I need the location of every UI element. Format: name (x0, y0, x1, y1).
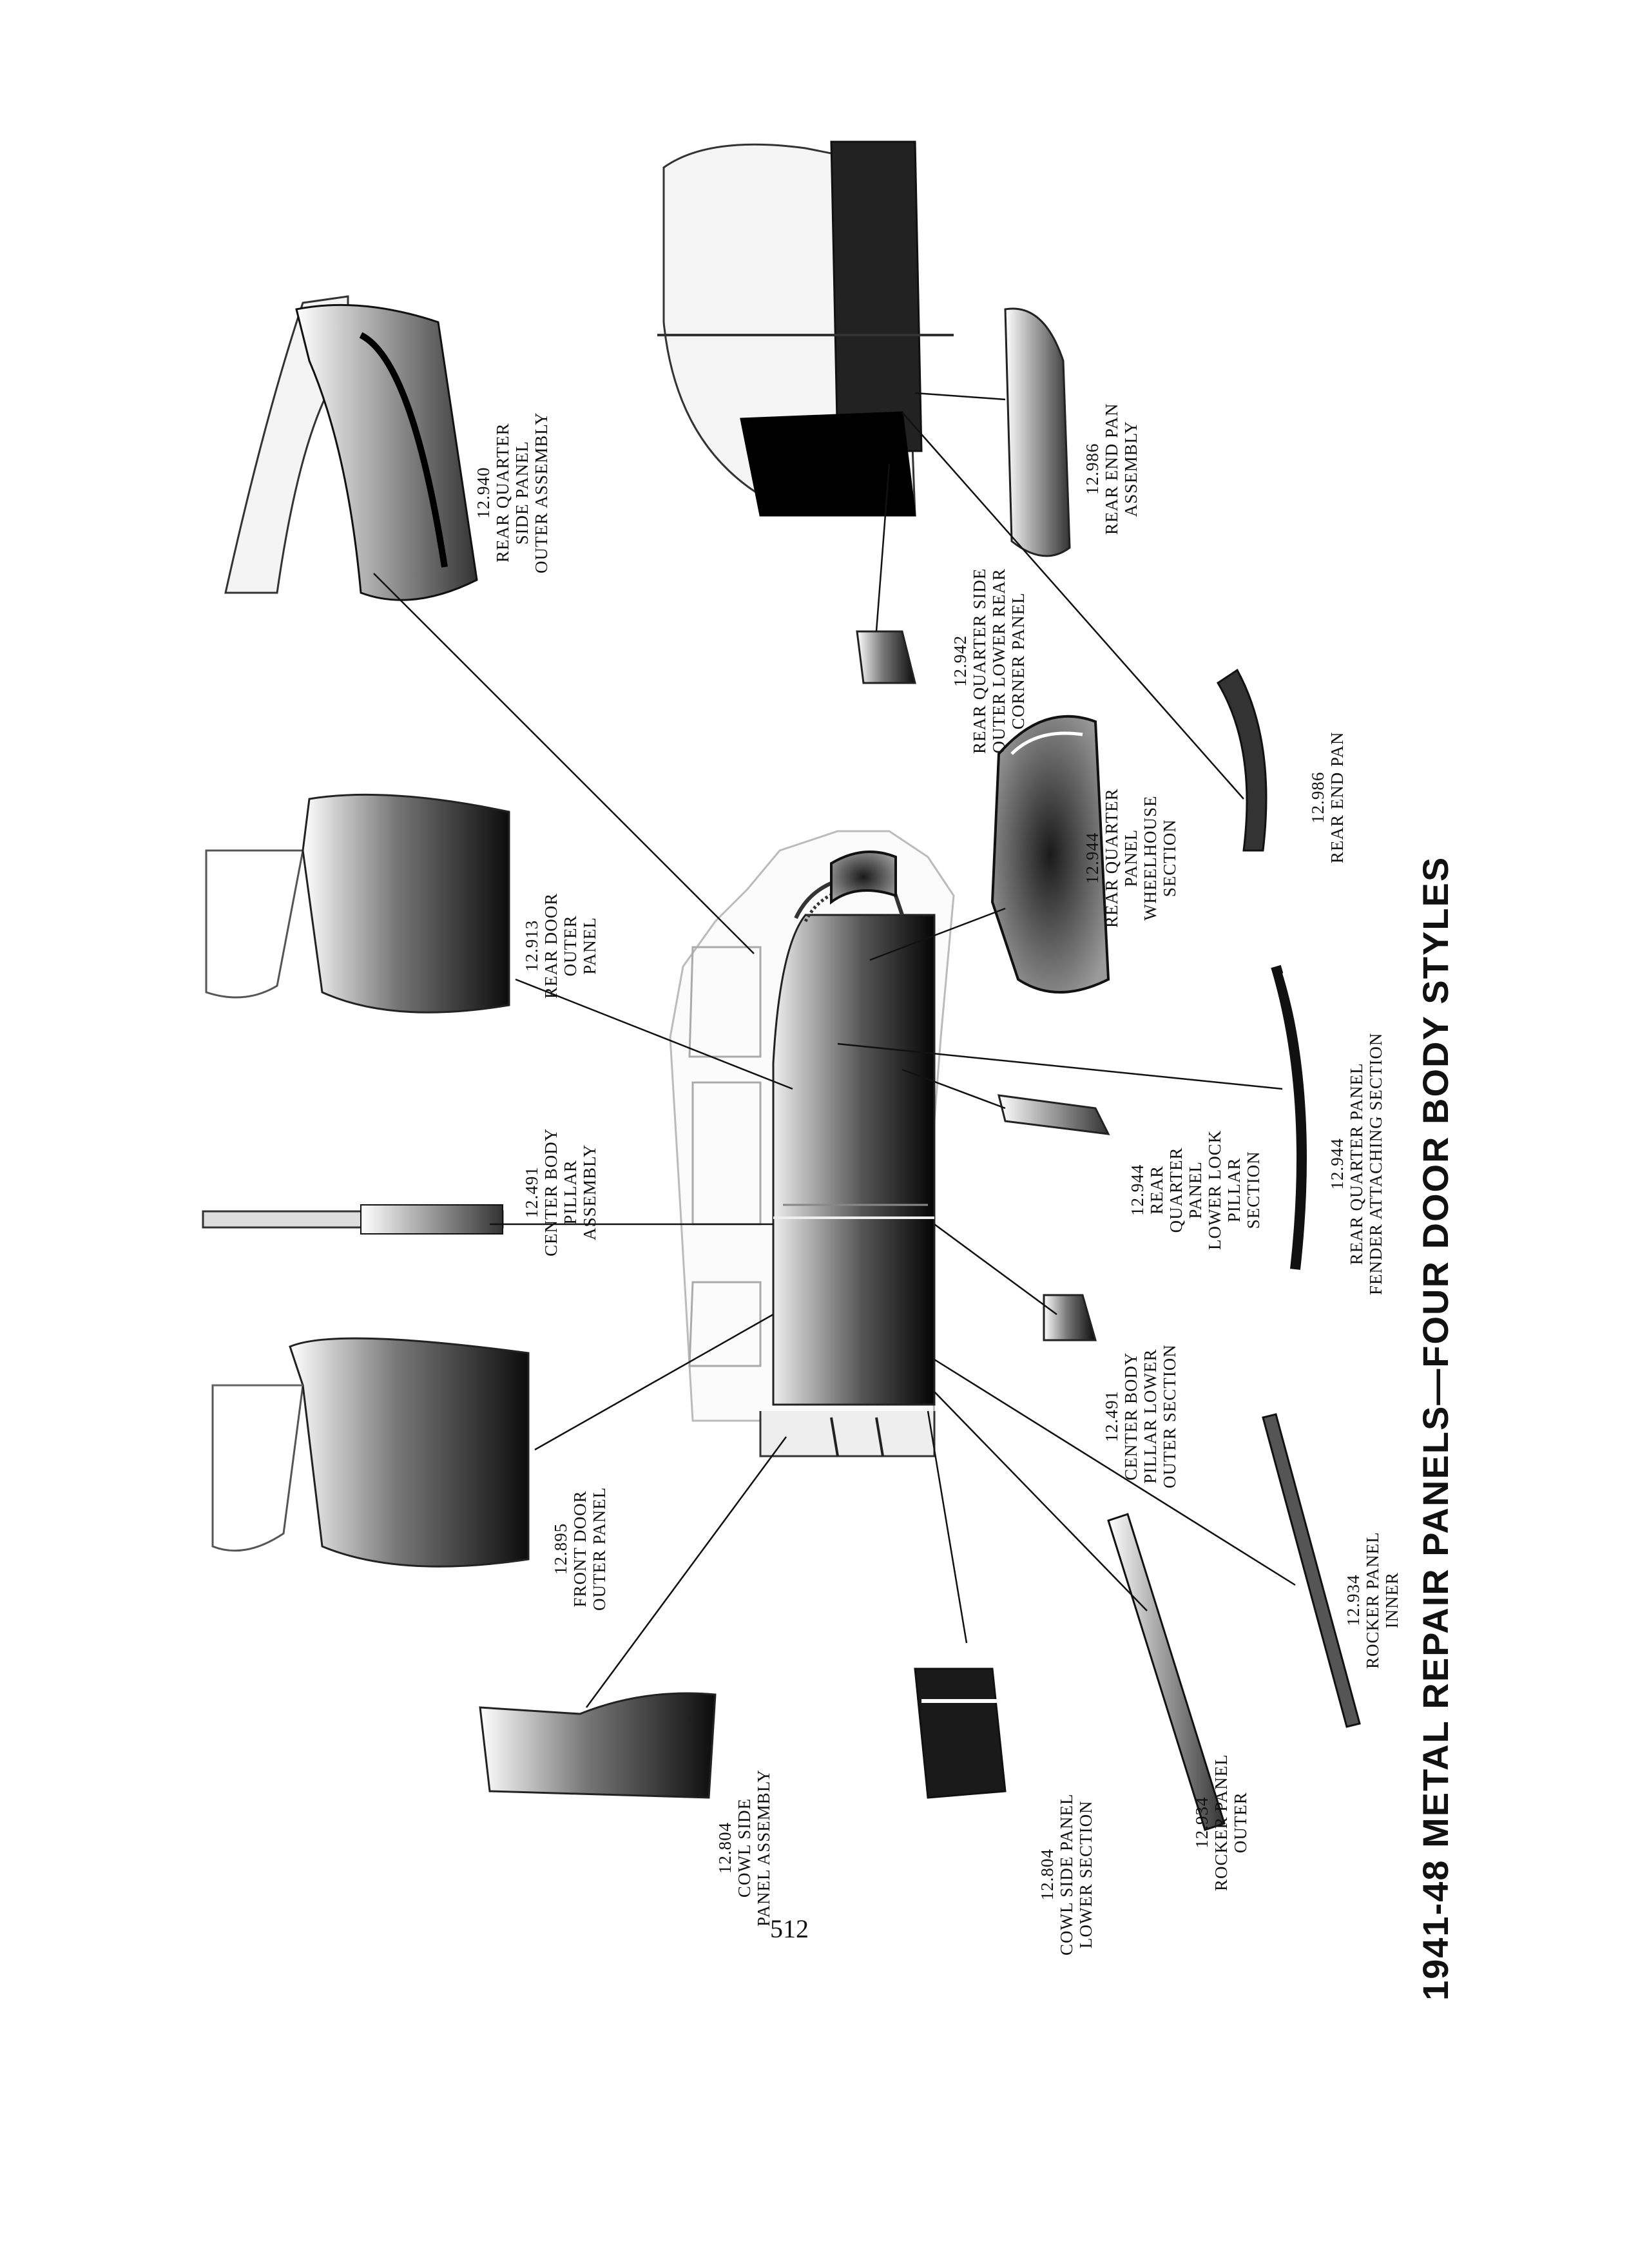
callout-rocker-panel-outer (1192, 1754, 1250, 1891)
part-name-line: REAR QUARTER (1102, 788, 1121, 928)
part-name-line: PANEL (580, 917, 599, 975)
callout-cowl-side-panel-assembly (715, 1769, 773, 1927)
cowl-side-panel-drawing (480, 1693, 715, 1798)
part-name-line: FRONT DOOR (570, 1490, 590, 1608)
rear-quarter-side-panel-drawing (226, 296, 477, 600)
part-name-line: OUTER PANEL (590, 1486, 609, 1611)
part-number: 12.491 (522, 1166, 541, 1218)
page-title: 1941-48 METAL REPAIR PANELS—FOUR DOOR BODY STYLES (1415, 856, 1456, 2001)
part-number: 12.986 (1308, 771, 1327, 823)
part-number: 12.942 (950, 635, 970, 687)
lower-lock-pillar-drawing (999, 1095, 1108, 1134)
cowl-side-lower-drawing (915, 1669, 1005, 1798)
part-name-line: REAR (1147, 1165, 1166, 1215)
part-name-line: ASSEMBLY (1121, 421, 1141, 517)
part-name-line: REAR QUARTER SIDE (970, 568, 989, 754)
fender-attaching-strip-drawing (1276, 966, 1309, 1269)
callout-rear-door-outer-panel (522, 893, 599, 999)
part-number: 12.934 (1344, 1574, 1363, 1626)
page-number: 512 (770, 1914, 809, 1943)
front-door-panel-drawing (213, 1338, 528, 1566)
part-number: 12.944 (1083, 832, 1102, 884)
part-name-line: CENTER BODY (541, 1128, 561, 1256)
part-number: 12.491 (1102, 1390, 1121, 1443)
part-name-line: REAR QUARTER PANEL (1347, 1062, 1366, 1265)
part-name-line: PANEL (1121, 829, 1141, 887)
part-name-line: LOWER SECTION (1076, 1800, 1095, 1949)
callout-rear-quarter-side-outer-lower-rear-corner-panel (950, 568, 1028, 754)
part-name-line: QUARTER (1166, 1147, 1186, 1233)
part-number: 12.944 (1327, 1138, 1347, 1190)
callout-rear-quarter-panel-lower-lock-pillar-section (1128, 1130, 1263, 1250)
part-name-line: SECTION (1244, 1151, 1263, 1229)
pillar-lower-outer-drawing (1044, 1295, 1095, 1340)
part-name-line: OUTER LOWER REAR (989, 568, 1008, 754)
callout-front-door-outer-panel (551, 1487, 609, 1611)
part-name-line: PANEL ASSEMBLY (754, 1769, 773, 1927)
part-name-line: REAR QUARTER (493, 423, 512, 563)
part-number: 12.944 (1128, 1164, 1147, 1216)
body-shell-drawing (670, 831, 954, 1456)
part-number: 12.913 (522, 919, 541, 972)
part-name-line: ROCKER PANEL (1211, 1754, 1231, 1891)
part-name-line: PANEL (1186, 1161, 1205, 1219)
callout-rear-end-pan-assembly (1083, 403, 1141, 535)
callout-rear-end-pan (1308, 731, 1347, 863)
part-number: 12.940 (474, 466, 493, 519)
part-name-line: PILLAR (561, 1160, 580, 1225)
callout-cowl-side-panel-lower-section (1037, 1793, 1095, 1956)
rear-end-pan-drawing (1218, 670, 1266, 850)
part-name-line: REAR END PAN (1102, 403, 1121, 535)
rear-end-pan-assembly-drawing (1005, 309, 1070, 556)
part-name-line: REAR DOOR (541, 892, 561, 999)
callout-rear-quarter-panel-fender-attaching-section (1327, 1033, 1385, 1295)
part-name-line: SIDE PANEL (512, 441, 532, 545)
part-name-line: ASSEMBLY (580, 1144, 599, 1241)
part-name-line: OUTER ASSEMBLY (532, 412, 551, 573)
part-name-line: CORNER PANEL (1008, 592, 1028, 730)
part-name-line: WHEELHOUSE (1141, 795, 1160, 921)
part-name-line: ROCKER PANEL (1363, 1532, 1382, 1669)
callout-rocker-panel-inner (1344, 1532, 1402, 1669)
callout-center-body-pillar-lower-outer-section (1102, 1344, 1179, 1488)
rear-end-body-drawing (657, 142, 954, 515)
part-number: 12.804 (715, 1821, 735, 1874)
callout-rear-quarter-panel-wheelhouse-section (1083, 788, 1179, 928)
callout-rear-quarter-side-panel-outer-assembly (474, 412, 551, 573)
part-number: 12.934 (1192, 1796, 1211, 1849)
part-number: 12.986 (1083, 443, 1102, 495)
part-name-line: REAR END PAN (1327, 731, 1347, 863)
part-name-line: OUTER (561, 915, 580, 977)
corner-panel-drawing (857, 631, 915, 683)
part-name-line: OUTER SECTION (1160, 1344, 1179, 1488)
callout-center-body-pillar-assembly (522, 1128, 599, 1256)
part-number: 12.804 (1037, 1849, 1057, 1901)
part-name-line: LOWER LOCK (1205, 1129, 1224, 1250)
part-name-line: SECTION (1160, 819, 1179, 898)
part-name-line: PILLAR LOWER (1141, 1349, 1160, 1484)
rear-door-panel-drawing (206, 794, 509, 1012)
center-pillar-drawing (203, 1205, 503, 1234)
part-name-line: INNER (1382, 1571, 1402, 1629)
part-name-line: FENDER ATTACHING SECTION (1366, 1032, 1385, 1295)
part-name-line: PILLAR (1224, 1157, 1244, 1223)
part-name-line: CENTER BODY (1121, 1352, 1141, 1481)
part-name-line: COWL SIDE PANEL (1057, 1793, 1076, 1956)
part-name-line: COWL SIDE (735, 1798, 754, 1898)
part-name-line: OUTER (1231, 1792, 1250, 1854)
part-number: 12.895 (551, 1523, 570, 1575)
